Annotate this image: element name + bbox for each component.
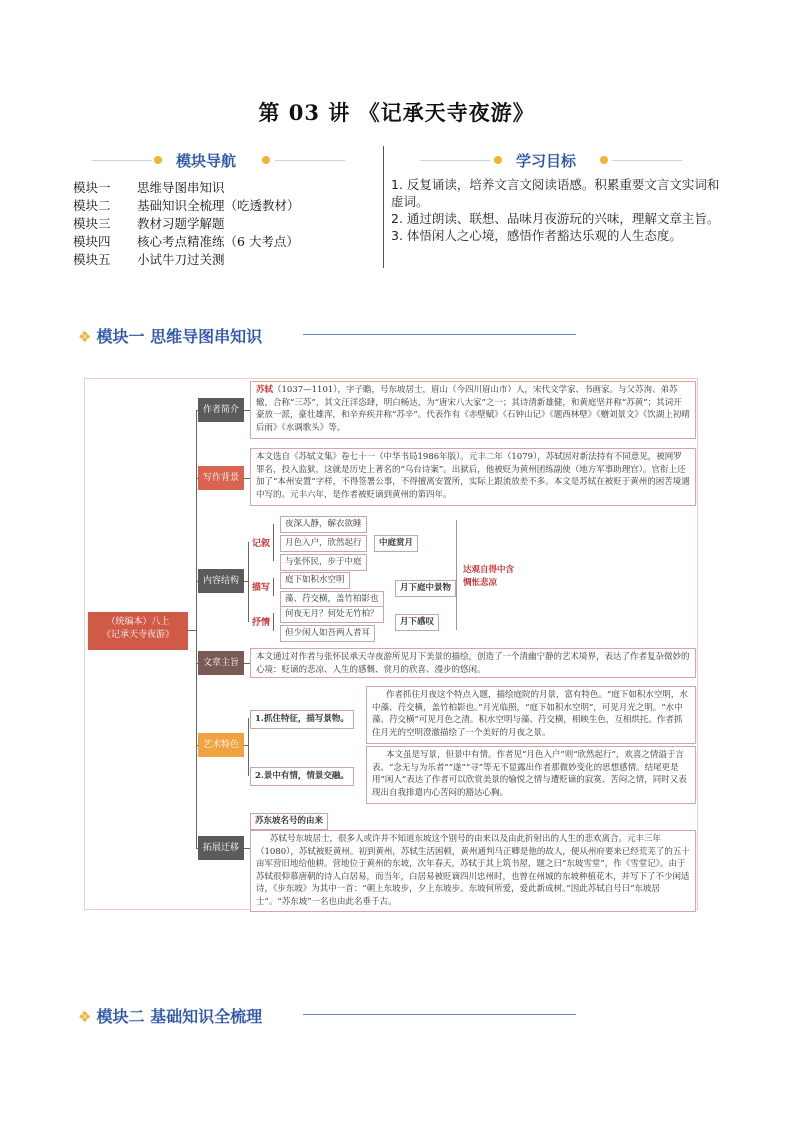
label-describe: 描写 — [252, 583, 271, 593]
node-author: 作者简介 — [198, 398, 244, 422]
art1-box: 作者抓住月夜这个特点入题，描绘庭院的月景，富有特色。“庭下如积水空明，水中藻、荇交横，盖竹柏影也。”月光临照，“庭下如积水空明”，可见月光之明。“水中藻、荇交横”可见月色之清。积水空明与藻、荇交横，相映生色，互相烘托。作者抓住月光的空明澄澈描绘了一个美好的月夜之景。 — [366, 686, 696, 744]
art-point-1: 1.抓住特征，描写景物。 — [250, 710, 354, 729]
module2-heading-row — [78, 1004, 262, 1027]
divider — [275, 160, 345, 161]
nav-item[interactable]: 模块一 思维导图串知识 — [73, 180, 225, 195]
column-divider — [383, 146, 384, 268]
art2-box: 本文虽是写景，但景中有情。作者见“月色入户”则“欣然起行”，欢喜之情溢于言表。“念无与为乐者”“遂”“寻”等无不显露出作者那微妙变化的思想感情。结尾更是用“闲人”表达了作者可以欣赏美景的愉悦之情与遭贬谪的寂寞、苦闷之情，同时又表现出自我排遣内心苦闷的豁达心胸。 — [366, 746, 696, 804]
extension-box: 苏轼号东坡居士，很多人或许并不知道东坡这个别号的由来以及由此折射出的人生的悲欢离合。元丰三年（1080），苏轼被贬黄州。初到黄州，苏轼生活困顿，黄州通判马正卿是他的故人，便从州府要来已经荒芜了的五十亩军营旧地给他耕。营地位于黄州的东坡，次年春天，苏轼于其上筑书屋，题之曰“东坡雪堂”，作《雪堂记》。由于苏轼很仰慕唐朝的诗人白居易，而当年，白居易被贬谪四川忠州时，也曾在州城的东坡种植花木，并写下了不少闲适诗，《步东坡》为其中一首：“朝上东坡步，夕上东坡步。东坡何所爱，爱此新成树。”因此苏轼自号曰“东坡居士”。“苏东坡”一名也由此名垂千古。 — [250, 830, 696, 912]
label-narrate: 记叙 — [252, 539, 271, 549]
theme-box: 本文通过对作者与张怀民承天寺夜游所见月下美景的描绘，创造了一个清幽宁静的艺术境界，表达了作者复杂微妙的心境：贬谪的悲凉、人生的感慨、赏月的欣喜、漫步的悠闲。 — [250, 648, 696, 678]
connector — [188, 630, 196, 631]
nav-item[interactable]: 模块二 基础知识全梳理（吃透教材） — [73, 198, 300, 213]
tag: 中庭赏月 — [374, 535, 418, 552]
connector — [248, 718, 249, 776]
author-text: （1037—1101），字子瞻，号东坡居士，眉山（今四川眉山市）人，宋代文学家、书画家。与父苏洵、弟苏辙，合称“三苏”，其文汪洋恣肆，明白畅达，为“唐宋八大家”之一；其诗清新雄健，和黄庭坚并称“苏黄”；其词开豪放一派，豪壮雄浑，和辛弃疾并称“苏辛”。代表作有《赤壁赋》《石钟山记》《题西林壁》《赠刘景文》《饮湖上初晴后雨》《水调歌头》等。 — [256, 385, 690, 433]
divider — [303, 1014, 576, 1015]
divider — [420, 160, 490, 161]
leaf: 何夜无月？何处无竹柏？ — [280, 606, 384, 623]
node-theme: 文章主旨 — [198, 651, 244, 675]
map-root: （统编本）八上 《记承天寺夜游》 — [88, 612, 188, 650]
connector — [456, 520, 457, 630]
bullet-icon — [600, 156, 608, 164]
bullet-icon — [262, 156, 270, 164]
diamond-icon: ❖ — [78, 1008, 92, 1026]
label-lyric: 抒情 — [252, 618, 271, 628]
goal-item: 2. 通过朗读、联想、品味月夜游玩的兴味，理解文章主旨。 — [391, 211, 720, 226]
nav-heading: 模块导航 — [176, 152, 237, 170]
tag: 月下庭中景物 — [395, 580, 456, 597]
leaf: 庭下如积水空明 — [280, 572, 350, 589]
background-box: 本文选自《苏轼文集》卷七十一（中华书局1986年版）。元丰二年（1079），苏轼因对新法持有不同意见，被网罗罪名，投入监狱，这就是历史上著名的“乌台诗案”。出狱后，他被贬为黄州团练副使（地方军事助理官）。官衔上还加了“本州安置”字样，不得签署公事，不得擅离安置所，实际上跟流放差不多。本文是苏轼在被贬于黄州的困苦境遇中写的。元丰六年，是作者被贬谪到黄州的第四年。 — [250, 448, 696, 506]
leaf: 藻、荇交横，盖竹柏影也 — [280, 591, 384, 608]
bullet-icon — [154, 156, 162, 164]
node-art: 艺术特色 — [198, 733, 244, 757]
divider — [612, 160, 682, 161]
goal-item: 3. 体悟闲人之心境，感悟作者豁达乐观的人生态度。 — [391, 228, 682, 243]
nav-item[interactable]: 模块五 小试牛刀过关测 — [73, 252, 225, 267]
structure-summary: 达观自得中含惆怅悲凉 — [463, 565, 515, 588]
leaf: 与张怀民，步于中庭 — [280, 554, 367, 571]
leaf: 月色入户，欣然起行 — [280, 535, 367, 552]
node-structure: 内容结构 — [198, 569, 244, 593]
author-box — [250, 381, 696, 439]
art-point-2: 2.景中有情，情景交融。 — [250, 767, 354, 786]
node-extension: 拓展迁移 — [198, 836, 244, 860]
divider — [303, 334, 576, 335]
connector — [273, 524, 274, 561]
module2-heading: 模块二 基础知识全梳理 — [96, 1007, 263, 1026]
nav-list — [73, 179, 300, 269]
divider — [92, 160, 152, 161]
goals-heading: 学习目标 — [516, 152, 577, 170]
leaf: 但少闲人如吾两人者耳 — [280, 625, 375, 642]
diamond-icon: ❖ — [78, 328, 92, 346]
connector — [273, 613, 274, 631]
connector — [196, 410, 197, 848]
leaf: 夜深人静，解衣欲睡 — [280, 516, 367, 533]
nav-item[interactable]: 模块四 核心考点精准练（6 大考点） — [73, 234, 299, 249]
nav-item[interactable]: 模块三 教材习题学解题 — [73, 216, 225, 231]
node-background: 写作背景 — [198, 466, 244, 490]
module1-heading-row — [78, 324, 262, 347]
author-name: 苏轼 — [256, 385, 274, 395]
goals-list — [391, 176, 726, 244]
bullet-icon — [494, 156, 502, 164]
module1-heading: 模块一 思维导图串知识 — [96, 327, 263, 346]
goal-item: 1. 反复诵读，培养文言文阅读语感。积累重要文言文实词和虚词。 — [391, 177, 720, 209]
extension-heading: 苏东坡名号的由来 — [250, 813, 328, 830]
connector — [248, 542, 249, 622]
page-title: 第 03 讲 《记承天寺夜游》 — [258, 100, 535, 125]
tag: 月下感叹 — [395, 614, 439, 631]
connector — [273, 578, 274, 596]
